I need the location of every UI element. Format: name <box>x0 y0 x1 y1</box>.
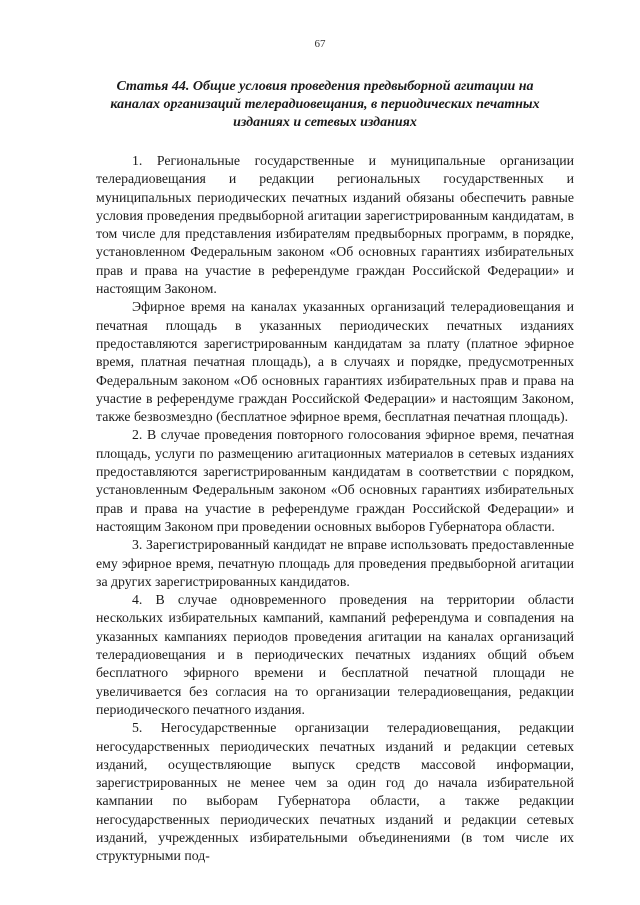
paragraph-5: 4. В случае одновременного проведения на территории области нескольких избирательных кампаний, кампаний референдума и совпадения на указанных кампаниях периодов проведения агитации на каналах организаций телерадиовещания и в периодических печатных изданиях общий объем бесплатного эфирного времени и бесплатной печатной площади не увеличивается без согласия на то организации телерадиовещания, редакции периодического печатного издания. <box>96 592 574 717</box>
paragraph-1: 1. Региональные государственные и муниципальные организации телерадиовещания и редакции региональных государственных и муниципальных периодических печатных изданий обязаны обеспечить равные условия проведения предвыборной агитации зарегистрированным кандидатам, в том числе для представления избирателям предвыборных программ, в порядке, установленном Федеральным законом «Об основных гарантиях избирательных прав и права на участие в референдуме граждан Российской Федерации» и настоящим Законом. <box>96 153 574 297</box>
paragraph-4: 3. Зарегистрированный кандидат не вправе использовать предоставленные ему эфирное время, печатную площадь для проведения предвыборной агитации за других зарегистрированных кандидатов. <box>96 537 574 589</box>
article-body <box>96 152 574 866</box>
paragraph-3: 2. В случае проведения повторного голосования эфирное время, печатная площадь, услуги по размещению агитационных материалов в сетевых изданиях предоставляются зарегистрированным кандидатам в соответствии с порядком, установленным Федеральным законом «Об основных гарантиях избирательных прав и права на участие в референдуме граждан Российской Федерации» и настоящим Законом при проведении основных выборов Губернатора области. <box>96 427 574 534</box>
paragraph-6: 5. Негосударственные организации телерадиовещания, редакции негосударственных периодических печатных изданий и редакции сетевых изданий, осуществляющие выпуск средств массовой информации, зарегистрированных не менее чем за один год до начала избирательной кампании по выборам Губернатора области, а также редакции негосударственных периодических печатных изданий и редакции сетевых изданий, учрежденных избирательными объединениями (в том числе их структурными под- <box>96 720 574 864</box>
paragraph-2: Эфирное время на каналах указанных организаций телерадиовещания и печатная площадь в указанных периодических печатных изданиях предоставляются зарегистрированным кандидатам за плату (платное эфирное время, платная печатная площадь), а в случаях и порядке, предусмотренных Федеральным законом «Об основных гарантиях избирательных прав и права на участие в референдуме граждан Российской Федерации» и настоящим Законом, также безвозмездно (бесплатное эфирное время, бесплатная печатная площадь). <box>96 299 574 425</box>
article-title: Статья 44. Общие условия проведения предвыборной агитации на каналах организаций телерадиовещания, в периодических печатных изданиях и сетевых изданиях <box>110 79 540 130</box>
page-number: 67 <box>314 38 326 50</box>
